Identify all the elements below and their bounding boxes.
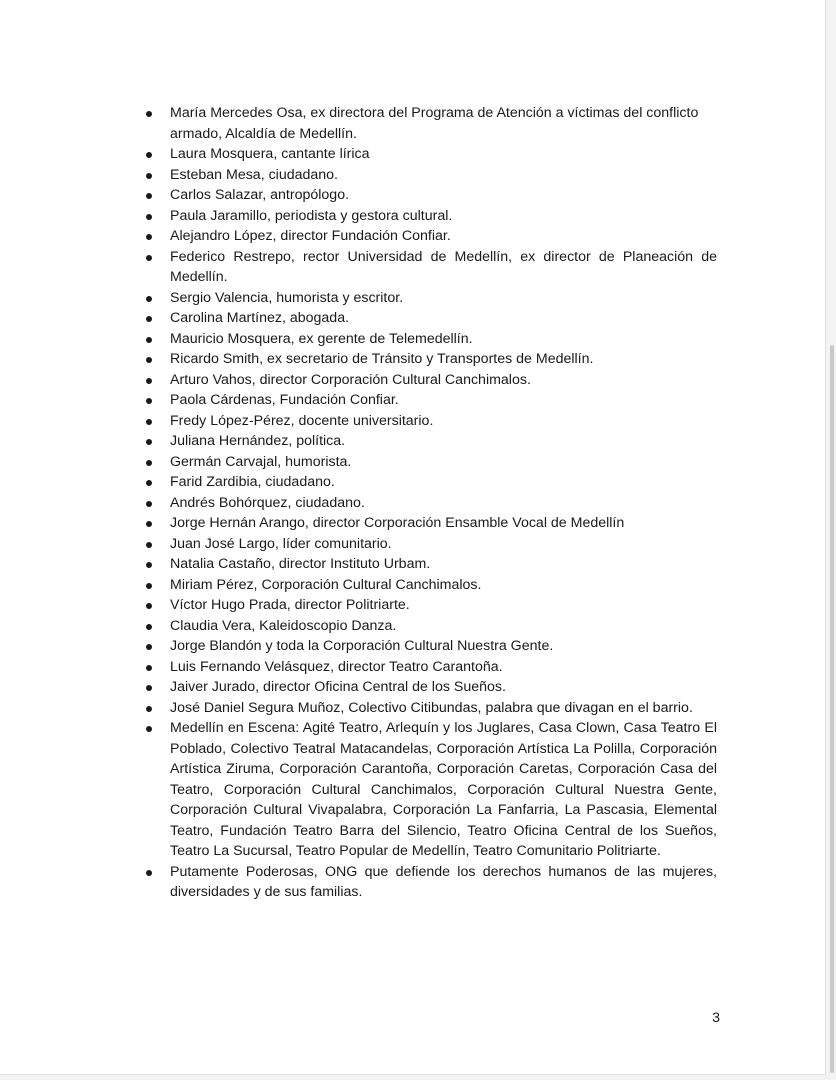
- bullet-icon: [146, 685, 152, 691]
- list-item: [146, 472, 717, 493]
- list-item-text: José Daniel Segura Muñoz, Colectivo Citibundas, palabra que divagan en el barrio.: [170, 699, 693, 716]
- bullet-icon: [146, 870, 152, 876]
- list-item: [146, 677, 717, 698]
- list-item-text: Natalia Castaño, director Instituto Urbam.: [170, 556, 431, 572]
- list-item-text: Laura Mosquera, cantante lírica: [170, 146, 370, 162]
- bullet-icon: [146, 439, 152, 445]
- bullet-icon: [146, 501, 152, 507]
- list-item: [146, 452, 717, 473]
- bullet-icon: [146, 378, 152, 384]
- list-item-text: Germán Carvajal, humorista.: [170, 453, 352, 470]
- list-item: [146, 226, 717, 247]
- list-item: [146, 575, 717, 596]
- list-item-text: Luis Fernando Velásquez, director Teatro Carantoña.: [170, 658, 503, 675]
- bullet-icon: [146, 644, 152, 650]
- bullet-icon: [146, 583, 152, 589]
- list-item-text: Paola Cárdenas, Fundación Confiar.: [170, 392, 399, 408]
- list-item: [146, 411, 717, 432]
- list-item: [146, 554, 717, 575]
- list-item: [146, 206, 717, 227]
- list-item: [146, 513, 717, 534]
- list-item-text: Arturo Vahos, director Corporación Cultural Canchimalos.: [170, 371, 531, 388]
- bullet-icon: [146, 234, 152, 240]
- bullet-icon: [146, 357, 152, 363]
- list-item-text: Claudia Vera, Kaleidoscopio Danza.: [170, 617, 397, 634]
- list-item-text: Carlos Salazar, antropólogo.: [170, 187, 350, 203]
- list-item: [146, 390, 717, 411]
- list-item-text: Jorge Hernán Arango, director Corporación Ensamble Vocal de Medellín: [170, 515, 625, 531]
- list-item-text: Juan José Largo, líder comunitario.: [170, 535, 392, 552]
- bullet-icon: [146, 152, 152, 158]
- list-item-text: Jaiver Jurado, director Oficina Central de los Sueños.: [170, 679, 506, 695]
- bullet-icon: [146, 193, 152, 199]
- list-item: [146, 698, 717, 719]
- list-item-text: Andrés Bohórquez, ciudadano.: [170, 494, 365, 511]
- list-item-text: Alejandro López, director Fundación Confiar.: [170, 228, 451, 244]
- list-item-text: Jorge Blandón y toda la Corporación Cultural Nuestra Gente.: [170, 638, 554, 654]
- list-item-text: Víctor Hugo Prada, director Politriarte.: [170, 597, 410, 613]
- bullet-icon: [146, 706, 152, 712]
- list-item: [146, 185, 717, 206]
- list-item: [146, 595, 717, 616]
- list-item-text: Carolina Martínez, abogada.: [170, 310, 350, 326]
- bullet-icon: [146, 296, 152, 302]
- bullet-icon: [146, 173, 152, 179]
- list-item: [146, 493, 717, 514]
- list-item: [146, 308, 717, 329]
- bullet-icon: [146, 316, 152, 322]
- bullet-icon: [146, 111, 152, 117]
- bullet-icon: [146, 665, 152, 671]
- bullet-icon: [146, 562, 152, 568]
- bullet-icon: [146, 603, 152, 609]
- bullet-icon: [146, 521, 152, 527]
- list-item: [146, 165, 717, 186]
- list-item-text: Ricardo Smith, ex secretario de Tránsito y Transportes de Medellín.: [170, 351, 594, 367]
- bullet-icon: [146, 214, 152, 220]
- bullet-icon: [146, 542, 152, 548]
- list-item-text: Federico Restrepo, rector Universidad de Medellín, ex director de Planeación de Medellín.: [170, 248, 717, 285]
- bullet-icon: [146, 419, 152, 425]
- list-item: [146, 144, 717, 165]
- bullet-icon: [146, 460, 152, 466]
- list-item-text: Miriam Pérez, Corporación Cultural Canchimalos.: [170, 576, 482, 593]
- vertical-scrollbar[interactable]: [830, 345, 834, 1073]
- list-item-text: Mauricio Mosquera, ex gerente de Telemedellín.: [170, 330, 473, 347]
- list-item-text: Juliana Hernández, política.: [170, 433, 346, 449]
- list-item: [146, 718, 717, 862]
- list-item: [146, 616, 717, 637]
- list-item: [146, 657, 717, 678]
- list-item: [146, 288, 717, 309]
- list-item: [146, 431, 717, 452]
- list-item-text: Farid Zardibia, ciudadano.: [170, 474, 335, 490]
- list-item: [146, 247, 717, 288]
- list-item-text: María Mercedes Osa, ex directora del Programa de Atención a víctimas del conflicto armado, Alcaldía de Medellín.: [170, 105, 699, 142]
- bullet-icon: [146, 726, 152, 732]
- bullet-icon: [146, 480, 152, 486]
- list-item-text: Esteban Mesa, ciudadano.: [170, 166, 338, 183]
- list-item-text: Paula Jaramillo, periodista y gestora cultural.: [170, 207, 453, 224]
- list-item: [146, 329, 717, 350]
- acknowledgement-list: [146, 103, 717, 903]
- list-item: [146, 103, 717, 144]
- bullet-icon: [146, 255, 152, 261]
- list-item: [146, 862, 717, 903]
- bullet-icon: [146, 337, 152, 343]
- list-item-text: Medellín en Escena: Agité Teatro, Arlequín y los Juglares, Casa Clown, Casa Teatro El Poblado, Colectivo Teatral Matacandelas, Corporación Artística La Polilla, Corporación Artística Ziruma, Corporación Carantoña, Corporación Caretas, Corporación Casa del Teatro, Corporación Cultural Canchimalos, Corporación Cultural Nuestra Gente, Corporación Cultural Vivapalabra, Corporación La Fanfarria, La Pascasia, Elemental Teatro, Fundación Teatro Barra del Silencio, Teatro Oficina Central de los Sueños, Teatro La Sucursal, Teatro Popular de Medellín, Teatro Comunitario Politriarte.: [170, 720, 717, 859]
- list-item-text: Sergio Valencia, humorista y escritor.: [170, 289, 404, 306]
- list-item: [146, 370, 717, 391]
- list-item: [146, 636, 717, 657]
- bullet-icon: [146, 624, 152, 630]
- list-item: [146, 349, 717, 370]
- list-item-text: Putamente Poderosas, ONG que defiende los derechos humanos de las mujeres, diversidades y de sus familias.: [170, 863, 717, 900]
- list-item: [146, 534, 717, 555]
- page-number: 3: [712, 1010, 720, 1026]
- bullet-icon: [146, 398, 152, 404]
- list-item-text: Fredy López-Pérez, docente universitario.: [170, 412, 434, 429]
